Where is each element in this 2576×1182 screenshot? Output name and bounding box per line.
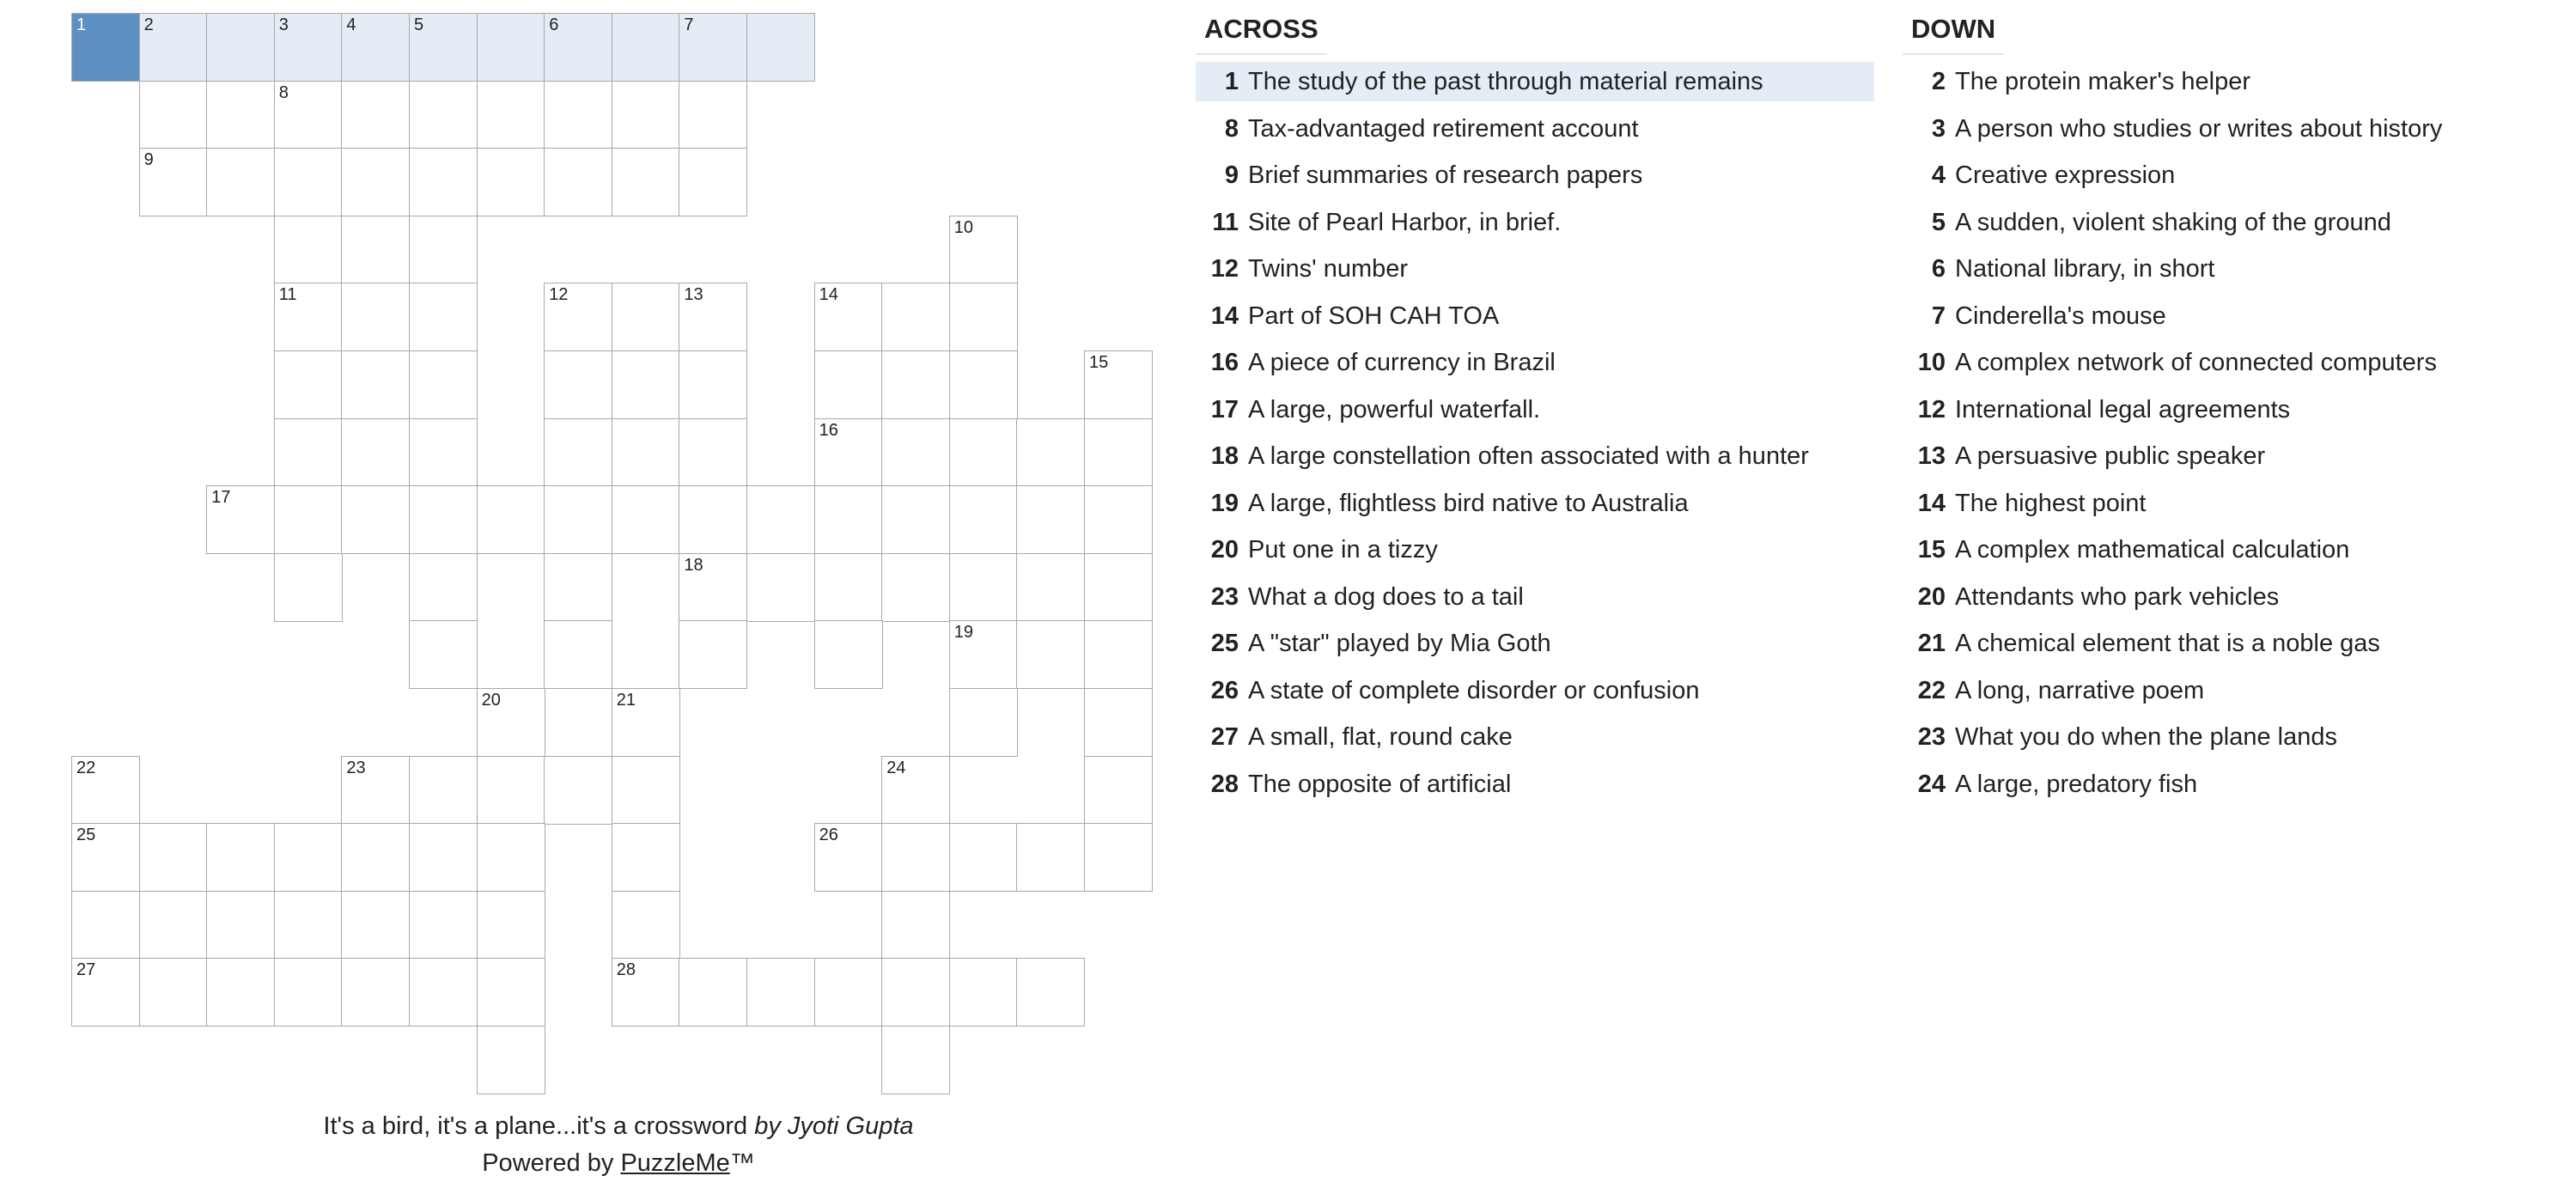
grid-cell[interactable] (477, 485, 545, 554)
down-clue-5[interactable] (1903, 203, 2504, 242)
grid-cell[interactable] (1016, 620, 1085, 689)
grid-cell[interactable] (746, 553, 815, 622)
cell-number: 5 (414, 15, 424, 34)
grid-cell[interactable] (1084, 485, 1153, 554)
down-clue-23[interactable] (1903, 717, 2504, 757)
grid-cell[interactable] (544, 553, 612, 622)
crossword-grid (0, 0, 1203, 1108)
grid-cell[interactable] (409, 216, 478, 284)
grid-cell[interactable] (881, 958, 950, 1027)
grid-cell[interactable] (881, 1026, 950, 1094)
clue-number: 12 (1917, 395, 1946, 423)
grid-cell[interactable] (612, 485, 680, 554)
clue-number: 23 (1917, 723, 1946, 751)
clue-number: 15 (1917, 536, 1946, 564)
grid-cell[interactable] (1016, 823, 1085, 892)
grid-cell[interactable] (341, 958, 410, 1027)
grid-cell[interactable] (949, 958, 1018, 1027)
cell-number: 27 (76, 960, 96, 980)
clue-text: The study of the past through material remains (1248, 68, 1763, 95)
cell-number: 24 (886, 758, 906, 777)
grid-cell[interactable] (814, 620, 883, 689)
grid-cell[interactable] (206, 823, 275, 892)
grid-cell[interactable] (477, 823, 545, 892)
across-clue-19[interactable] (1196, 484, 1874, 523)
across-clue-list (1196, 12, 1874, 811)
across-clue-20[interactable] (1196, 530, 1874, 570)
across-clue-27[interactable] (1196, 717, 1874, 757)
clue-text: A piece of currency in Brazil (1248, 349, 1556, 376)
grid-cell[interactable] (274, 418, 343, 487)
clue-number: 8 (1224, 114, 1239, 143)
grid-cell[interactable] (1084, 553, 1153, 622)
grid-cell[interactable] (612, 756, 680, 825)
down-clue-list (1903, 12, 2504, 811)
cell-number: 28 (616, 960, 636, 980)
clue-text: A sudden, violent shaking of the ground (1955, 208, 2391, 236)
grid-cell[interactable] (679, 553, 747, 622)
grid-cell[interactable] (206, 485, 275, 554)
cell-number: 26 (819, 826, 838, 845)
cell-number: 20 (481, 691, 501, 710)
grid-cell[interactable] (881, 485, 950, 554)
clue-number: 18 (1210, 442, 1239, 470)
powered-by-line (172, 1145, 1065, 1182)
grid-cell[interactable] (679, 81, 747, 149)
grid-cell[interactable] (409, 891, 478, 960)
clue-text: A person who studies or writes about history (1955, 114, 2443, 143)
across-clue-1[interactable] (1196, 62, 1874, 101)
grid-cell[interactable] (409, 823, 478, 892)
across-heading: ACROSS (1196, 12, 1327, 55)
trademark-symbol: ™ (729, 1149, 755, 1177)
clue-number: 23 (1210, 582, 1239, 611)
grid-cell[interactable] (679, 418, 747, 487)
cell-number: 18 (684, 555, 703, 575)
grid-cell[interactable] (409, 756, 478, 825)
grid-cell[interactable] (477, 1026, 545, 1094)
clue-text: Part of SOH CAH TOA (1248, 302, 1500, 330)
clue-text: What you do when the plane lands (1955, 723, 2337, 751)
grid-cell[interactable] (881, 553, 950, 622)
cell-number: 23 (346, 758, 366, 777)
grid-cell[interactable] (1084, 620, 1153, 689)
grid-cell[interactable] (612, 283, 680, 351)
grid-cell[interactable] (881, 823, 950, 892)
cell-number: 13 (684, 285, 703, 305)
across-clue-26[interactable] (1196, 671, 1874, 710)
grid-cell[interactable] (612, 688, 680, 757)
clue-number: 11 (1212, 208, 1239, 236)
grid-cell[interactable] (1084, 688, 1153, 757)
puzzleme-link[interactable]: PuzzleMe (620, 1149, 730, 1177)
grid-cell[interactable] (612, 958, 680, 1027)
down-clue-22[interactable] (1903, 671, 2504, 710)
grid-cell[interactable] (746, 958, 815, 1027)
grid-cell[interactable] (544, 350, 612, 419)
grid-cell[interactable] (814, 485, 883, 554)
clue-text: A long, narrative poem (1955, 676, 2205, 704)
cell-number: 16 (819, 420, 838, 440)
grid-cell[interactable] (409, 958, 478, 1027)
down-clue-10[interactable] (1903, 343, 2504, 382)
grid-cell[interactable] (949, 620, 1018, 689)
grid-cell[interactable] (679, 958, 747, 1027)
clue-number: 14 (1210, 302, 1239, 330)
down-clue-15[interactable] (1903, 530, 2504, 570)
grid-cell[interactable] (139, 958, 208, 1027)
across-clue-28[interactable] (1196, 765, 1874, 804)
grid-cell[interactable] (612, 148, 680, 216)
clue-text: International legal agreements (1955, 395, 2291, 423)
cell-number: 9 (143, 150, 154, 170)
grid-cell[interactable] (544, 283, 612, 351)
cell-number: 11 (278, 285, 297, 305)
grid-cell[interactable] (341, 148, 410, 216)
grid-cell[interactable] (814, 418, 883, 487)
grid-cell[interactable] (881, 350, 950, 419)
grid-cell[interactable] (544, 620, 612, 689)
grid-cell[interactable] (949, 350, 1018, 419)
down-clue-20[interactable] (1903, 577, 2504, 617)
across-clue-8[interactable] (1196, 109, 1874, 149)
puzzle-footer (172, 1108, 1065, 1182)
grid-cell[interactable] (139, 148, 208, 216)
clue-number: 12 (1210, 255, 1239, 283)
down-clue-12[interactable] (1903, 390, 2504, 430)
grid-cell[interactable] (477, 756, 545, 825)
grid-cell[interactable] (477, 891, 545, 960)
cell-number: 14 (819, 285, 838, 305)
grid-cell[interactable] (881, 891, 950, 960)
grid-cell[interactable] (139, 81, 208, 149)
cell-number: 25 (76, 826, 96, 845)
grid-cell[interactable] (679, 485, 747, 554)
clue-number: 13 (1917, 442, 1946, 470)
grid-cell[interactable] (612, 418, 680, 487)
grid-cell[interactable] (341, 485, 410, 554)
across-clue-12[interactable] (1196, 249, 1874, 289)
grid-cell[interactable] (477, 148, 545, 216)
grid-cell[interactable] (409, 283, 478, 351)
clue-text: Cinderella's mouse (1955, 302, 2166, 330)
grid-cell[interactable] (1084, 350, 1153, 419)
clue-text: The opposite of artificial (1248, 770, 1512, 798)
clue-text: Site of Pearl Harbor, in brief. (1248, 208, 1562, 236)
grid-cell[interactable] (949, 216, 1018, 284)
grid-cell[interactable] (71, 823, 140, 892)
grid-cell[interactable] (274, 283, 343, 351)
grid-cell[interactable] (1084, 418, 1153, 487)
clue-text: A large, powerful waterfall. (1248, 395, 1541, 423)
grid-cell[interactable] (409, 620, 478, 689)
clue-text: A state of complete disorder or confusion (1248, 676, 1700, 704)
grid-cell[interactable] (341, 891, 410, 960)
grid-cell[interactable] (544, 81, 612, 149)
clue-text: A complex mathematical calculation (1955, 536, 2350, 564)
clue-text: Put one in a tizzy (1248, 536, 1438, 564)
clue-text: A large, flightless bird native to Australia (1248, 489, 1689, 517)
grid-cell[interactable] (679, 620, 747, 689)
grid-cell[interactable] (1084, 823, 1153, 892)
grid-cell[interactable] (409, 13, 478, 82)
cell-number: 21 (616, 691, 636, 710)
grid-cell[interactable] (814, 823, 883, 892)
grid-cell[interactable] (341, 81, 410, 149)
grid-cell[interactable] (274, 485, 343, 554)
grid-cell[interactable] (544, 485, 612, 554)
clue-text: Tax-advantaged retirement account (1248, 114, 1639, 143)
grid-cell[interactable] (746, 485, 815, 554)
grid-cell[interactable] (274, 350, 343, 419)
across-clue-11[interactable] (1196, 203, 1874, 242)
grid-cell[interactable] (341, 823, 410, 892)
grid-cell[interactable] (544, 418, 612, 487)
clue-text: A "star" played by Mia Goth (1248, 630, 1551, 657)
grid-cell[interactable] (206, 958, 275, 1027)
puzzle-author: by Jyoti Gupta (754, 1112, 914, 1140)
grid-cell[interactable] (679, 350, 747, 419)
grid-cell[interactable] (341, 13, 410, 82)
grid-cell[interactable] (274, 553, 343, 622)
grid-cell[interactable] (814, 958, 883, 1027)
grid-cell[interactable] (679, 283, 747, 351)
down-clue-14[interactable] (1903, 484, 2504, 523)
cell-number: 6 (549, 15, 559, 34)
grid-cell[interactable] (274, 891, 343, 960)
grid-cell[interactable] (341, 350, 410, 419)
grid-cell[interactable] (679, 13, 747, 82)
clue-text: Creative expression (1955, 161, 2176, 189)
grid-cell[interactable] (612, 891, 680, 960)
grid-cell[interactable] (814, 553, 883, 622)
across-clue-17[interactable] (1196, 390, 1874, 430)
down-clue-13[interactable] (1903, 436, 2504, 476)
clue-text: A large constellation often associated with a hunter (1248, 442, 1809, 470)
grid-cell[interactable] (477, 688, 545, 757)
down-clue-24[interactable] (1903, 765, 2504, 804)
grid-cell[interactable] (274, 148, 343, 216)
grid-cell[interactable] (274, 13, 343, 82)
grid-cell[interactable] (949, 823, 1018, 892)
across-clue-14[interactable] (1196, 296, 1874, 336)
cell-number: 15 (1089, 353, 1109, 372)
grid-cell[interactable] (139, 823, 208, 892)
grid-cell[interactable] (274, 823, 343, 892)
clue-number: 20 (1210, 536, 1239, 564)
grid-cell[interactable] (341, 756, 410, 825)
grid-cell[interactable] (1016, 958, 1085, 1027)
clue-number: 1 (1224, 68, 1239, 95)
grid-cell[interactable] (477, 81, 545, 149)
clue-number: 9 (1224, 161, 1239, 189)
clue-number: 10 (1917, 349, 1946, 376)
clue-text: A chemical element that is a noble gas (1955, 630, 2380, 657)
grid-cell[interactable] (341, 418, 410, 487)
grid-cell[interactable] (71, 13, 140, 82)
across-clue-25[interactable] (1196, 624, 1874, 663)
clue-number: 27 (1210, 723, 1239, 751)
grid-cell[interactable] (409, 553, 478, 622)
clue-number: 2 (1931, 68, 1946, 95)
across-clue-16[interactable] (1196, 343, 1874, 382)
grid-cell[interactable] (544, 148, 612, 216)
cell-number: 10 (953, 217, 974, 237)
grid-cell[interactable] (477, 13, 545, 82)
powered-by-text: Powered by (482, 1149, 614, 1177)
grid-cell[interactable] (206, 148, 275, 216)
clue-text: A complex network of connected computers (1955, 349, 2437, 376)
grid-cell[interactable] (1016, 485, 1085, 554)
grid-cell[interactable] (612, 13, 680, 82)
grid-cell[interactable] (1084, 756, 1153, 825)
grid-cell[interactable] (544, 756, 612, 825)
clue-text: Twins' number (1248, 255, 1409, 283)
grid-cell[interactable] (274, 216, 343, 284)
cell-number: 3 (278, 15, 289, 34)
clue-text: What a dog does to a tail (1248, 582, 1524, 611)
grid-cell[interactable] (612, 823, 680, 892)
clue-text: The highest point (1955, 489, 2147, 517)
grid-cell[interactable] (409, 418, 478, 487)
clue-text: National library, in short (1955, 255, 2215, 283)
puzzle-title: It's a bird, it's a plane...it's a crossword (323, 1112, 748, 1140)
down-clue-7[interactable] (1903, 296, 2504, 336)
grid-cell[interactable] (612, 350, 680, 419)
across-clue-9[interactable] (1196, 155, 1874, 195)
grid-cell[interactable] (274, 81, 343, 149)
grid-cell[interactable] (274, 958, 343, 1027)
clue-number: 5 (1931, 208, 1946, 236)
down-heading: DOWN (1903, 12, 2004, 55)
puzzle-title-line (172, 1108, 1065, 1145)
grid-cell[interactable] (949, 485, 1018, 554)
clue-number: 4 (1931, 161, 1946, 189)
cell-number: 22 (76, 758, 96, 777)
grid-cell[interactable] (409, 350, 478, 419)
grid-cell[interactable] (881, 756, 950, 825)
clue-text: Brief summaries of research papers (1248, 161, 1643, 189)
grid-cell[interactable] (949, 688, 1018, 757)
clue-number: 17 (1210, 395, 1239, 423)
grid-cell[interactable] (949, 418, 1018, 487)
down-clue-4[interactable] (1903, 155, 2504, 195)
grid-cell[interactable] (206, 13, 275, 82)
grid-cell[interactable] (679, 148, 747, 216)
grid-cell[interactable] (814, 283, 883, 351)
clue-number: 19 (1210, 489, 1239, 517)
across-clue-23[interactable] (1196, 577, 1874, 617)
clue-number: 20 (1917, 582, 1946, 611)
grid-cell[interactable] (949, 553, 1018, 622)
clue-number: 6 (1931, 255, 1946, 283)
clue-number: 22 (1917, 676, 1946, 704)
grid-cell[interactable] (409, 485, 478, 554)
down-clue-3[interactable] (1903, 109, 2504, 149)
grid-cell[interactable] (139, 891, 208, 960)
clue-number: 24 (1917, 770, 1946, 798)
cell-number: 17 (211, 488, 231, 508)
clue-text: A small, flat, round cake (1248, 723, 1513, 751)
clue-number: 21 (1917, 630, 1946, 657)
clue-number: 26 (1210, 676, 1239, 704)
clue-number: 28 (1210, 770, 1239, 798)
cell-number: 19 (953, 623, 974, 643)
grid-cell[interactable] (341, 216, 410, 284)
down-clue-21[interactable] (1903, 624, 2504, 663)
grid-cell[interactable] (746, 13, 815, 82)
clue-number: 25 (1210, 630, 1239, 657)
grid-cell[interactable] (409, 81, 478, 149)
cell-number: 2 (143, 15, 154, 34)
cell-number: 7 (684, 15, 694, 34)
grid-cell[interactable] (341, 283, 410, 351)
cell-number: 4 (346, 15, 356, 34)
grid-cell[interactable] (71, 891, 140, 960)
clue-text: Attendants who park vehicles (1955, 582, 2280, 611)
clue-number: 14 (1917, 489, 1946, 517)
clue-text: A large, predatory fish (1955, 770, 2198, 798)
grid-cell[interactable] (544, 13, 612, 82)
down-clue-6[interactable] (1903, 249, 2504, 289)
across-clue-18[interactable] (1196, 436, 1874, 476)
clue-number: 3 (1931, 114, 1946, 143)
clue-text: A persuasive public speaker (1955, 442, 2266, 470)
down-clue-2[interactable] (1903, 62, 2504, 101)
grid-cell[interactable] (139, 13, 208, 82)
grid-cell[interactable] (206, 81, 275, 149)
grid-cell[interactable] (71, 756, 140, 825)
clue-number: 16 (1210, 349, 1239, 376)
cell-number: 8 (278, 82, 289, 102)
grid-cell[interactable] (949, 283, 1018, 351)
grid-cell[interactable] (1016, 553, 1085, 622)
grid-cell[interactable] (1016, 418, 1085, 487)
grid-cell[interactable] (206, 891, 275, 960)
grid-cell[interactable] (71, 958, 140, 1027)
cell-number: 1 (76, 15, 87, 34)
grid-cell[interactable] (612, 81, 680, 149)
grid-cell[interactable] (814, 350, 883, 419)
grid-cell[interactable] (477, 958, 545, 1027)
grid-cell[interactable] (881, 283, 950, 351)
grid-cell[interactable] (881, 418, 950, 487)
clue-number: 7 (1931, 302, 1946, 330)
grid-cell[interactable] (409, 148, 478, 216)
clue-text: The protein maker's helper (1955, 68, 2251, 95)
cell-number: 12 (549, 285, 569, 305)
